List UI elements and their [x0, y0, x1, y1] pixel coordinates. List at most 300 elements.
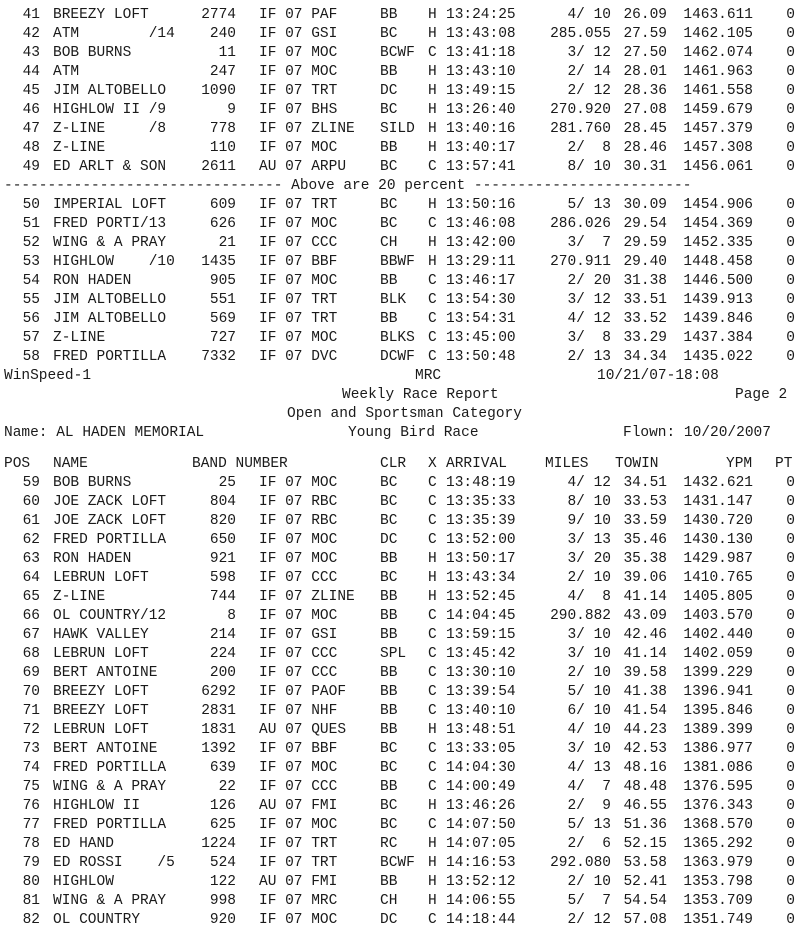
cell-arrival: 13:35:33	[446, 494, 516, 510]
cell-band: 8	[227, 608, 236, 624]
cell-pt: 0	[786, 311, 795, 327]
cell-miles: 2/ 12	[567, 83, 611, 99]
flown-date: Flown: 10/20/2007	[623, 425, 771, 441]
cell-towin: 41.14	[623, 646, 667, 662]
cell-miles: 4/ 7	[567, 779, 611, 795]
cell-towin: 41.54	[623, 703, 667, 719]
table-row	[0, 234, 800, 253]
cell-pos: 42	[22, 26, 40, 42]
cell-clr: BBWF	[380, 254, 415, 270]
cell-name: BERT ANTOINE	[53, 741, 158, 757]
cell-band: 2611	[201, 159, 236, 175]
cell-ypm: 1368.570	[683, 817, 753, 833]
cell-ypm: 1430.130	[683, 532, 753, 548]
cell-name: Z-LINE	[53, 330, 106, 346]
cell-name: LEBRUN LOFT	[53, 646, 149, 662]
cell-pos: 41	[22, 7, 40, 23]
cell-number: AU 07 FMI	[259, 798, 338, 814]
cell-ypm: 1353.709	[683, 893, 753, 909]
cell-towin: 33.59	[623, 513, 667, 529]
cell-x: C	[428, 45, 437, 61]
cell-number: IF 07 PAOF	[259, 684, 347, 700]
cell-miles: 3/ 7	[567, 235, 611, 251]
cell-miles: 4/ 12	[567, 475, 611, 491]
cell-number: IF 07 GSI	[259, 627, 338, 643]
cell-clr: CH	[380, 893, 398, 909]
cell-miles: 4/ 8	[567, 589, 611, 605]
cell-name: OL COUNTRY/12	[53, 608, 167, 624]
cell-clr: BLKS	[380, 330, 415, 346]
cell-x: H	[428, 102, 437, 118]
cell-band: 2774	[201, 7, 236, 23]
cell-ypm: 1405.805	[683, 589, 753, 605]
cell-clr: BB	[380, 665, 398, 681]
cell-number: IF 07 MOC	[259, 64, 338, 80]
cell-pos: 47	[22, 121, 40, 137]
cell-name: WING & A PRAY	[53, 235, 167, 251]
cell-ypm: 1402.440	[683, 627, 753, 643]
cell-name: ED ARLT & SON	[53, 159, 167, 175]
cell-pos: 56	[22, 311, 40, 327]
cell-arrival: 13:48:51	[446, 722, 516, 738]
cell-ypm: 1462.105	[683, 26, 753, 42]
cell-band: 626	[209, 216, 236, 232]
cell-number: IF 07 BHS	[259, 102, 338, 118]
cell-towin: 44.23	[623, 722, 667, 738]
cell-clr: BB	[380, 589, 398, 605]
cell-number: IF 07 TRT	[259, 197, 338, 213]
cell-arrival: 13:52:12	[446, 874, 516, 890]
cell-band: 551	[209, 292, 236, 308]
table-row	[0, 120, 800, 139]
cell-x: H	[428, 893, 437, 909]
table-row	[0, 854, 800, 873]
cell-band: 1090	[201, 83, 236, 99]
cell-arrival: 14:16:53	[446, 855, 516, 871]
cell-ypm: 1432.621	[683, 475, 753, 491]
cell-towin: 28.46	[623, 140, 667, 156]
page-number: Page 2	[735, 387, 788, 403]
cell-arrival: 13:29:11	[446, 254, 516, 270]
cell-number: IF 07 MOC	[259, 216, 338, 232]
cell-pt: 0	[786, 513, 795, 529]
cell-pt: 0	[786, 475, 795, 491]
cell-arrival: 13:46:26	[446, 798, 516, 814]
cell-pos: 45	[22, 83, 40, 99]
table-row	[0, 645, 800, 664]
cell-band: 598	[209, 570, 236, 586]
cell-towin: 29.59	[623, 235, 667, 251]
cell-pt: 0	[786, 798, 795, 814]
cell-name: Z-LINE	[53, 589, 106, 605]
cell-towin: 30.09	[623, 197, 667, 213]
col-band: BAND NUMBER	[192, 456, 288, 472]
cell-x: C	[428, 532, 437, 548]
cell-arrival: 14:06:55	[446, 893, 516, 909]
cell-towin: 42.53	[623, 741, 667, 757]
cell-number: IF 07 CCC	[259, 779, 338, 795]
cell-towin: 39.06	[623, 570, 667, 586]
cell-towin: 52.41	[623, 874, 667, 890]
cell-pt: 0	[786, 779, 795, 795]
cell-pt: 0	[786, 874, 795, 890]
cell-number: IF 07 DVC	[259, 349, 338, 365]
cell-name: JIM ALTOBELLO	[53, 83, 167, 99]
cell-x: H	[428, 551, 437, 567]
cell-miles: 5/ 13	[567, 197, 611, 213]
cell-pt: 0	[786, 121, 795, 137]
table-row	[0, 721, 800, 740]
cell-x: C	[428, 494, 437, 510]
cell-number: AU 07 QUES	[259, 722, 347, 738]
table-row	[0, 778, 800, 797]
cell-towin: 46.55	[623, 798, 667, 814]
cell-miles: 2/ 13	[567, 349, 611, 365]
cell-towin: 33.51	[623, 292, 667, 308]
cell-name: HIGHLOW II /9	[53, 102, 167, 118]
cell-pos: 58	[22, 349, 40, 365]
cell-clr: BLK	[380, 292, 407, 308]
cell-miles: 3/ 13	[567, 532, 611, 548]
cell-ypm: 1429.987	[683, 551, 753, 567]
cell-towin: 54.54	[623, 893, 667, 909]
cell-name: HAWK VALLEY	[53, 627, 149, 643]
cell-x: C	[428, 349, 437, 365]
cell-name: BOB BURNS	[53, 45, 132, 61]
col-clr: CLR	[380, 456, 407, 472]
cell-x: C	[428, 646, 437, 662]
cell-ypm: 1431.147	[683, 494, 753, 510]
cell-towin: 33.53	[623, 494, 667, 510]
category-title: Open and Sportsman Category	[287, 406, 522, 422]
cell-pt: 0	[786, 912, 795, 928]
cell-clr: BC	[380, 102, 398, 118]
cell-name: BREEZY LOFT	[53, 7, 149, 23]
cell-ypm: 1353.798	[683, 874, 753, 890]
cell-towin: 33.52	[623, 311, 667, 327]
cell-clr: BB	[380, 311, 398, 327]
col-towin: TOWIN	[615, 456, 659, 472]
cell-arrival: 13:49:15	[446, 83, 516, 99]
table-row	[0, 215, 800, 234]
cell-x: C	[428, 311, 437, 327]
cell-miles: 270.920	[550, 102, 611, 118]
cell-pt: 0	[786, 741, 795, 757]
cell-pt: 0	[786, 646, 795, 662]
cell-name: LEBRUN LOFT	[53, 570, 149, 586]
cell-ypm: 1381.086	[683, 760, 753, 776]
cell-pos: 74	[22, 760, 40, 776]
cell-pos: 73	[22, 741, 40, 757]
cell-ypm: 1462.074	[683, 45, 753, 61]
cell-band: 905	[209, 273, 236, 289]
cell-pos: 77	[22, 817, 40, 833]
table-row	[0, 816, 800, 835]
table-row	[0, 683, 800, 702]
cell-towin: 27.59	[623, 26, 667, 42]
cell-band: 1224	[201, 836, 236, 852]
cell-number: IF 07 CCC	[259, 235, 338, 251]
cell-pos: 59	[22, 475, 40, 491]
cell-name: ATM /14	[53, 26, 175, 42]
cell-towin: 39.58	[623, 665, 667, 681]
cell-ypm: 1351.749	[683, 912, 753, 928]
cell-arrival: 13:52:00	[446, 532, 516, 548]
cell-pt: 0	[786, 349, 795, 365]
divider-text: -------------------------------- Above are 20 percent -------------------------	[4, 178, 692, 194]
cell-towin: 27.08	[623, 102, 667, 118]
cell-towin: 41.14	[623, 589, 667, 605]
cell-arrival: 13:52:45	[446, 589, 516, 605]
cell-ypm: 1403.570	[683, 608, 753, 624]
cell-x: H	[428, 874, 437, 890]
cell-pos: 70	[22, 684, 40, 700]
col-ypm: YPM	[726, 456, 753, 472]
cell-band: 609	[209, 197, 236, 213]
cell-name: Z-LINE	[53, 140, 106, 156]
cell-band: 1392	[201, 741, 236, 757]
cell-ypm: 1386.977	[683, 741, 753, 757]
cell-x: H	[428, 836, 437, 852]
cell-pos: 66	[22, 608, 40, 624]
cell-clr: BB	[380, 551, 398, 567]
cell-clr: BC	[380, 475, 398, 491]
cell-arrival: 13:35:39	[446, 513, 516, 529]
cell-number: IF 07 BBF	[259, 741, 338, 757]
cell-name: FRED PORTILLA	[53, 760, 167, 776]
cell-pos: 48	[22, 140, 40, 156]
cell-pos: 55	[22, 292, 40, 308]
cell-name: RON HADEN	[53, 551, 132, 567]
cell-pos: 76	[22, 798, 40, 814]
cell-number: IF 07 TRT	[259, 311, 338, 327]
cell-pt: 0	[786, 254, 795, 270]
cell-name: HIGHLOW II	[53, 798, 141, 814]
cell-pt: 0	[786, 665, 795, 681]
table-row	[0, 835, 800, 854]
cell-band: 1435	[201, 254, 236, 270]
cell-clr: SPL	[380, 646, 407, 662]
cell-clr: BC	[380, 159, 398, 175]
cell-clr: BC	[380, 760, 398, 776]
cell-pos: 46	[22, 102, 40, 118]
table-row	[0, 873, 800, 892]
table-row	[0, 607, 800, 626]
cell-x: H	[428, 570, 437, 586]
cell-name: FRED PORTILLA	[53, 817, 167, 833]
cell-clr: BC	[380, 741, 398, 757]
cell-clr: BB	[380, 722, 398, 738]
cell-arrival: 13:24:25	[446, 7, 516, 23]
cell-ypm: 1389.399	[683, 722, 753, 738]
table-row	[0, 253, 800, 272]
cell-ypm: 1395.846	[683, 703, 753, 719]
cell-ypm: 1457.379	[683, 121, 753, 137]
cell-miles: 2/ 12	[567, 912, 611, 928]
cell-number: AU 07 FMI	[259, 874, 338, 890]
cell-number: IF 07 BBF	[259, 254, 338, 270]
cell-arrival: 14:00:49	[446, 779, 516, 795]
cell-pos: 79	[22, 855, 40, 871]
cell-number: IF 07 PAF	[259, 7, 338, 23]
cell-x: C	[428, 216, 437, 232]
cell-miles: 285.055	[550, 26, 611, 42]
col-pt: PT	[775, 456, 793, 472]
cell-miles: 9/ 10	[567, 513, 611, 529]
cell-towin: 30.31	[623, 159, 667, 175]
cell-arrival: 13:50:17	[446, 551, 516, 567]
cell-number: IF 07 RBC	[259, 513, 338, 529]
cell-clr: SILD	[380, 121, 415, 137]
report-datetime: 10/21/07-18:08	[597, 368, 719, 384]
cell-ypm: 1365.292	[683, 836, 753, 852]
cell-pos: 57	[22, 330, 40, 346]
cell-pt: 0	[786, 570, 795, 586]
cell-x: C	[428, 292, 437, 308]
col-pos: POS	[4, 456, 31, 472]
cell-miles: 4/ 10	[567, 722, 611, 738]
cell-clr: DC	[380, 83, 398, 99]
cell-pos: 44	[22, 64, 40, 80]
cell-clr: DC	[380, 532, 398, 548]
cell-clr: RC	[380, 836, 398, 852]
cell-pos: 62	[22, 532, 40, 548]
cell-towin: 35.38	[623, 551, 667, 567]
cell-clr: BC	[380, 513, 398, 529]
cell-band: 224	[209, 646, 236, 662]
cell-x: C	[428, 273, 437, 289]
cell-name: FRED PORTILLA	[53, 532, 167, 548]
cell-towin: 35.46	[623, 532, 667, 548]
cell-band: 569	[209, 311, 236, 327]
cell-x: C	[428, 475, 437, 491]
cell-arrival: 13:43:34	[446, 570, 516, 586]
cell-name: JOE ZACK LOFT	[53, 513, 167, 529]
cell-towin: 33.29	[623, 330, 667, 346]
cell-pos: 69	[22, 665, 40, 681]
cell-miles: 2/ 10	[567, 570, 611, 586]
cell-pt: 0	[786, 760, 795, 776]
cell-number: IF 07 MOC	[259, 475, 338, 491]
cell-band: 200	[209, 665, 236, 681]
cell-name: JIM ALTOBELLO	[53, 292, 167, 308]
cell-band: 6292	[201, 684, 236, 700]
cell-clr: BC	[380, 26, 398, 42]
cell-miles: 292.080	[550, 855, 611, 871]
cell-band: 820	[209, 513, 236, 529]
cell-name: BOB BURNS	[53, 475, 132, 491]
cell-pos: 82	[22, 912, 40, 928]
col-miles: MILES	[545, 456, 589, 472]
cell-x: H	[428, 589, 437, 605]
cell-band: 240	[209, 26, 236, 42]
table-row	[0, 759, 800, 778]
cell-pt: 0	[786, 83, 795, 99]
cell-arrival: 14:04:30	[446, 760, 516, 776]
cell-arrival: 13:33:05	[446, 741, 516, 757]
cell-band: 247	[209, 64, 236, 80]
cell-band: 727	[209, 330, 236, 346]
cell-ypm: 1399.229	[683, 665, 753, 681]
cell-band: 122	[209, 874, 236, 890]
club-code: MRC	[415, 368, 442, 384]
cell-miles: 3/ 12	[567, 45, 611, 61]
cell-number: IF 07 MOC	[259, 140, 338, 156]
cell-ypm: 1402.059	[683, 646, 753, 662]
cell-name: JIM ALTOBELLO	[53, 311, 167, 327]
cell-x: C	[428, 912, 437, 928]
cell-name: LEBRUN LOFT	[53, 722, 149, 738]
cell-pos: 71	[22, 703, 40, 719]
cell-pt: 0	[786, 216, 795, 232]
table-row	[0, 272, 800, 291]
cell-arrival: 13:41:18	[446, 45, 516, 61]
cell-number: IF 07 CCC	[259, 646, 338, 662]
table-row	[0, 626, 800, 645]
cell-arrival: 13:50:16	[446, 197, 516, 213]
cell-number: IF 07 MOC	[259, 330, 338, 346]
cell-pos: 60	[22, 494, 40, 510]
cell-pos: 52	[22, 235, 40, 251]
cell-pt: 0	[786, 7, 795, 23]
table-row	[0, 550, 800, 569]
cell-x: C	[428, 703, 437, 719]
table-row	[0, 588, 800, 607]
cell-number: IF 07 MOC	[259, 532, 338, 548]
cell-band: 778	[209, 121, 236, 137]
cell-ypm: 1446.500	[683, 273, 753, 289]
cell-miles: 4/ 13	[567, 760, 611, 776]
cell-pt: 0	[786, 292, 795, 308]
cell-clr: BC	[380, 197, 398, 213]
cell-name: ATM	[53, 64, 80, 80]
cell-ypm: 1454.369	[683, 216, 753, 232]
table-row	[0, 512, 800, 531]
cell-arrival: 14:04:45	[446, 608, 516, 624]
cell-towin: 52.15	[623, 836, 667, 852]
cell-pos: 49	[22, 159, 40, 175]
cell-clr: BB	[380, 874, 398, 890]
cell-x: H	[428, 64, 437, 80]
cell-pos: 61	[22, 513, 40, 529]
cell-name: Z-LINE /8	[53, 121, 167, 137]
cell-clr: BB	[380, 703, 398, 719]
cell-x: C	[428, 608, 437, 624]
cell-ypm: 1430.720	[683, 513, 753, 529]
cell-ypm: 1448.458	[683, 254, 753, 270]
cell-arrival: 13:40:16	[446, 121, 516, 137]
cell-number: IF 07 MOC	[259, 45, 338, 61]
cell-miles: 2/ 8	[567, 140, 611, 156]
cell-towin: 43.09	[623, 608, 667, 624]
cell-pt: 0	[786, 235, 795, 251]
cell-number: IF 07 TRT	[259, 836, 338, 852]
table-row	[0, 196, 800, 215]
cell-clr: BC	[380, 798, 398, 814]
cell-pt: 0	[786, 494, 795, 510]
cell-band: 998	[209, 893, 236, 909]
cell-miles: 270.911	[550, 254, 611, 270]
cell-clr: BC	[380, 817, 398, 833]
cell-pos: 54	[22, 273, 40, 289]
cell-ypm: 1396.941	[683, 684, 753, 700]
table-row	[0, 158, 800, 177]
cell-x: H	[428, 798, 437, 814]
cell-x: C	[428, 627, 437, 643]
cell-band: 22	[218, 779, 236, 795]
table-row	[0, 139, 800, 158]
cell-arrival: 13:57:41	[446, 159, 516, 175]
